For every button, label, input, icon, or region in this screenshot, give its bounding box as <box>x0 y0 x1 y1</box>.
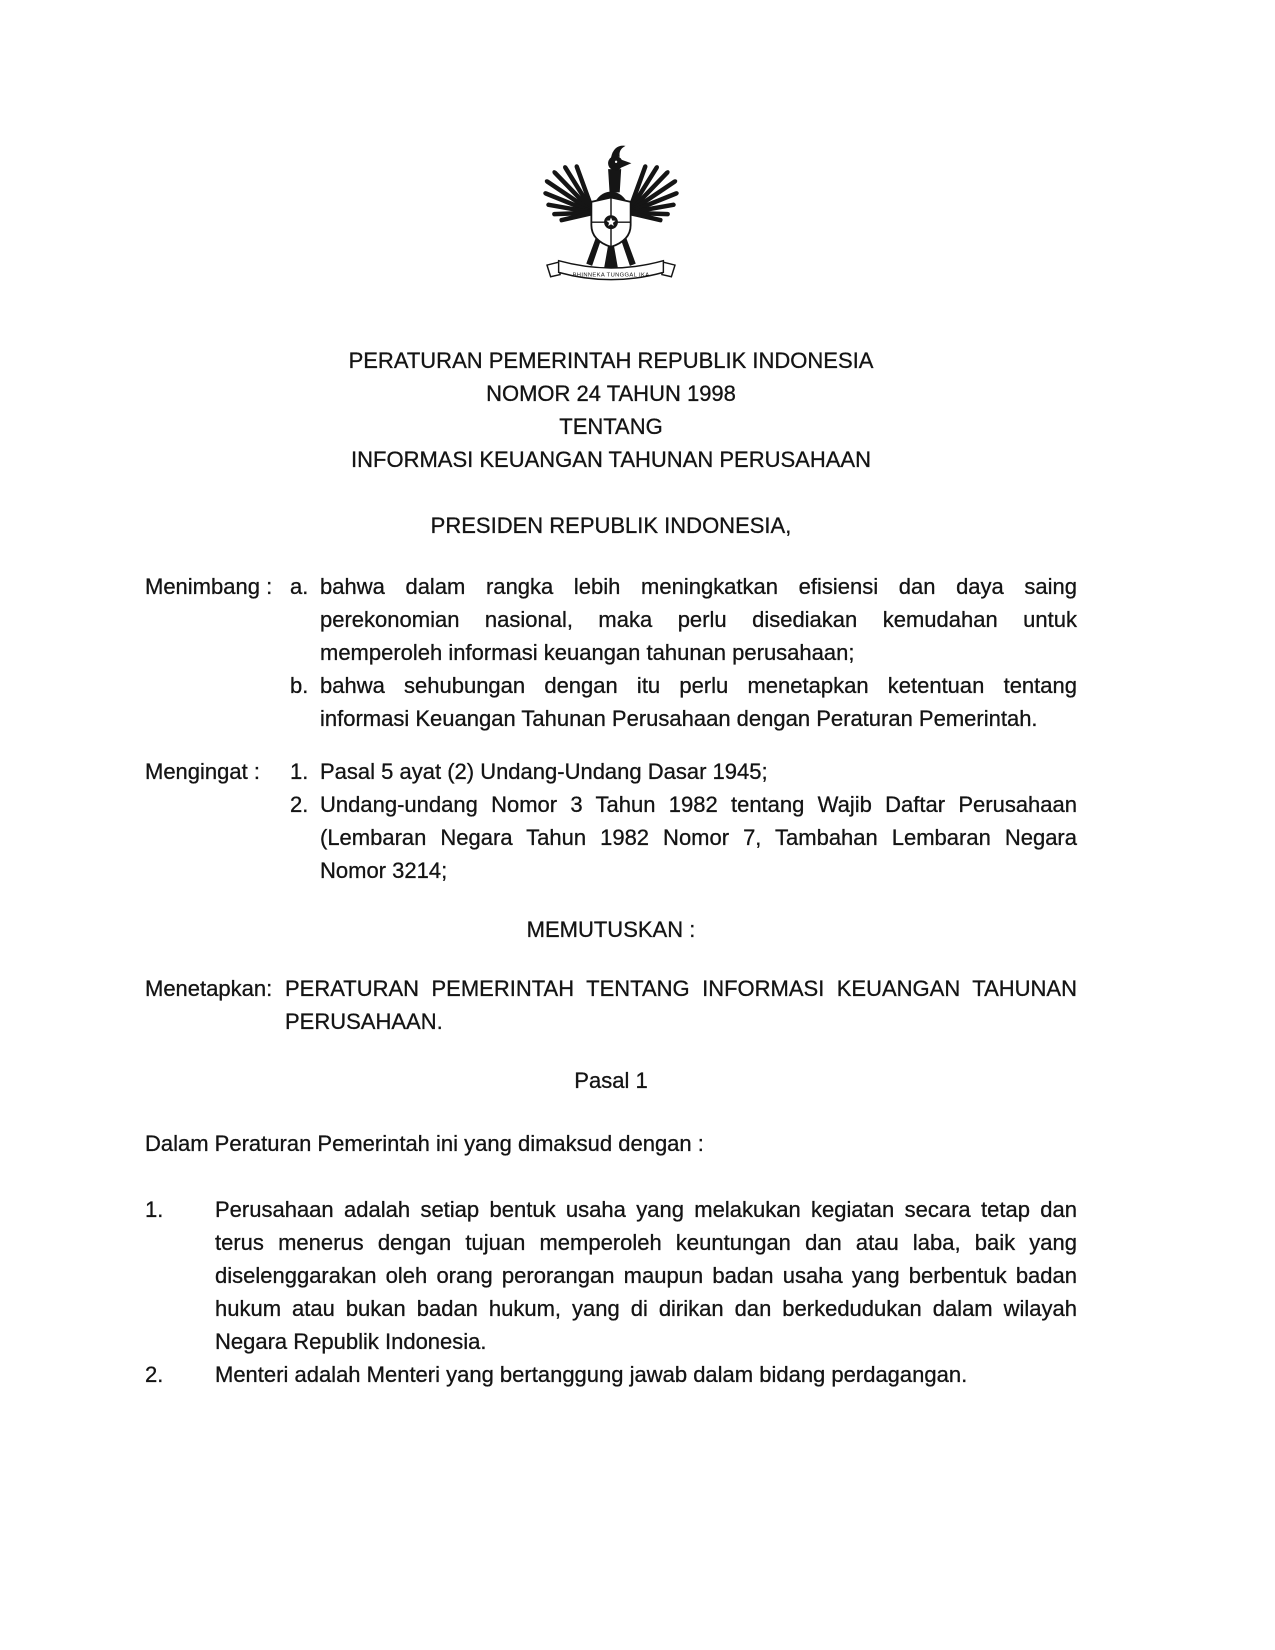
menimbang-item <box>290 669 1077 735</box>
pancasila-shield <box>591 197 630 246</box>
menetapkan-section <box>145 972 1077 1038</box>
title-line: NOMOR 24 TAHUN 1998 <box>486 381 736 406</box>
item-text: Pasal 5 ayat (2) Undang-Undang Dasar 1945; <box>320 759 768 784</box>
document-title-block <box>145 344 1077 476</box>
item-text: bahwa sehubungan dengan itu perlu menetapkan ketentuan tentang informasi Keuangan Tahunan Perusahaan dengan Peraturan Pemerintah. <box>320 673 1077 731</box>
president-line: PRESIDEN REPUBLIK INDONESIA, <box>430 513 792 538</box>
item-marker: b. <box>290 673 309 698</box>
mengingat-section <box>145 755 1077 887</box>
item-text: Undang-undang Nomor 3 Tahun 1982 tentang Wajib Daftar Perusahaan (Lembaran Negara Tahun 1982 Nomor 7, Tambahan Lembaran Negara Nomor 3214; <box>320 792 1077 883</box>
menimbang-items <box>290 570 1077 735</box>
item-text: Menteri adalah Menteri yang bertanggung jawab dalam bidang perdagangan. <box>215 1362 968 1387</box>
item-marker: 1. <box>290 759 309 784</box>
menimbang-section <box>145 570 1077 735</box>
item-marker: 2. <box>290 792 309 817</box>
mengingat-items <box>290 755 1077 887</box>
item-number: 1. <box>145 1197 164 1222</box>
item-number: 2. <box>145 1362 164 1387</box>
mengingat-label: Mengingat : <box>145 759 260 784</box>
beak <box>621 160 631 168</box>
menimbang-item <box>290 570 1077 669</box>
garuda-pancasila-emblem <box>145 0 1077 300</box>
item-marker: a. <box>290 574 309 599</box>
title-line: INFORMASI KEUANGAN TAHUNAN PERUSAHAAN <box>351 447 871 472</box>
garuda-emblem-graphic <box>538 140 684 300</box>
eye <box>615 161 617 163</box>
mengingat-item <box>290 788 1077 887</box>
title-line: TENTANG <box>559 414 663 439</box>
definitions-list <box>145 1193 1077 1391</box>
left-wing <box>543 164 596 223</box>
motto-text: BHINNEKA TUNGGAL IKA <box>572 272 650 279</box>
definition-item <box>145 1358 1077 1391</box>
menetapkan-text: PERATURAN PEMERINTAH TENTANG INFORMASI KEUANGAN TAHUNAN PERUSAHAAN. <box>285 976 1077 1034</box>
memutuskan-heading: MEMUTUSKAN : <box>526 917 696 942</box>
menetapkan-label: Menetapkan: <box>145 976 273 1001</box>
right-wing <box>626 164 679 223</box>
mengingat-item <box>290 755 1077 788</box>
item-text: bahwa dalam rangka lebih meningkatkan efisiensi dan daya saing perekonomian nasional, maka perlu disediakan kemudahan untuk memperoleh informasi keuangan tahunan perusahaan; <box>320 574 1077 665</box>
menimbang-label: Menimbang : <box>145 574 273 599</box>
definition-item <box>145 1193 1077 1358</box>
title-line: PERATURAN PEMERINTAH REPUBLIK INDONESIA <box>348 348 874 373</box>
pasal-1-heading: Pasal 1 <box>574 1068 648 1093</box>
pasal-1-intro: Dalam Peraturan Pemerintah ini yang dimaksud dengan : <box>145 1131 704 1156</box>
crest <box>611 146 626 158</box>
item-text: Perusahaan adalah setiap bentuk usaha yang melakukan kegiatan secara tetap dan terus menerus dengan tujuan memperoleh keuntungan dan atau laba, baik yang diselenggarakan oleh orang perorangan maupun badan usaha yang berbentuk badan hukum atau bukan badan hukum, yang di dirikan dan berkedudukan dalam wilayah Negara Republik Indonesia. <box>215 1197 1077 1354</box>
